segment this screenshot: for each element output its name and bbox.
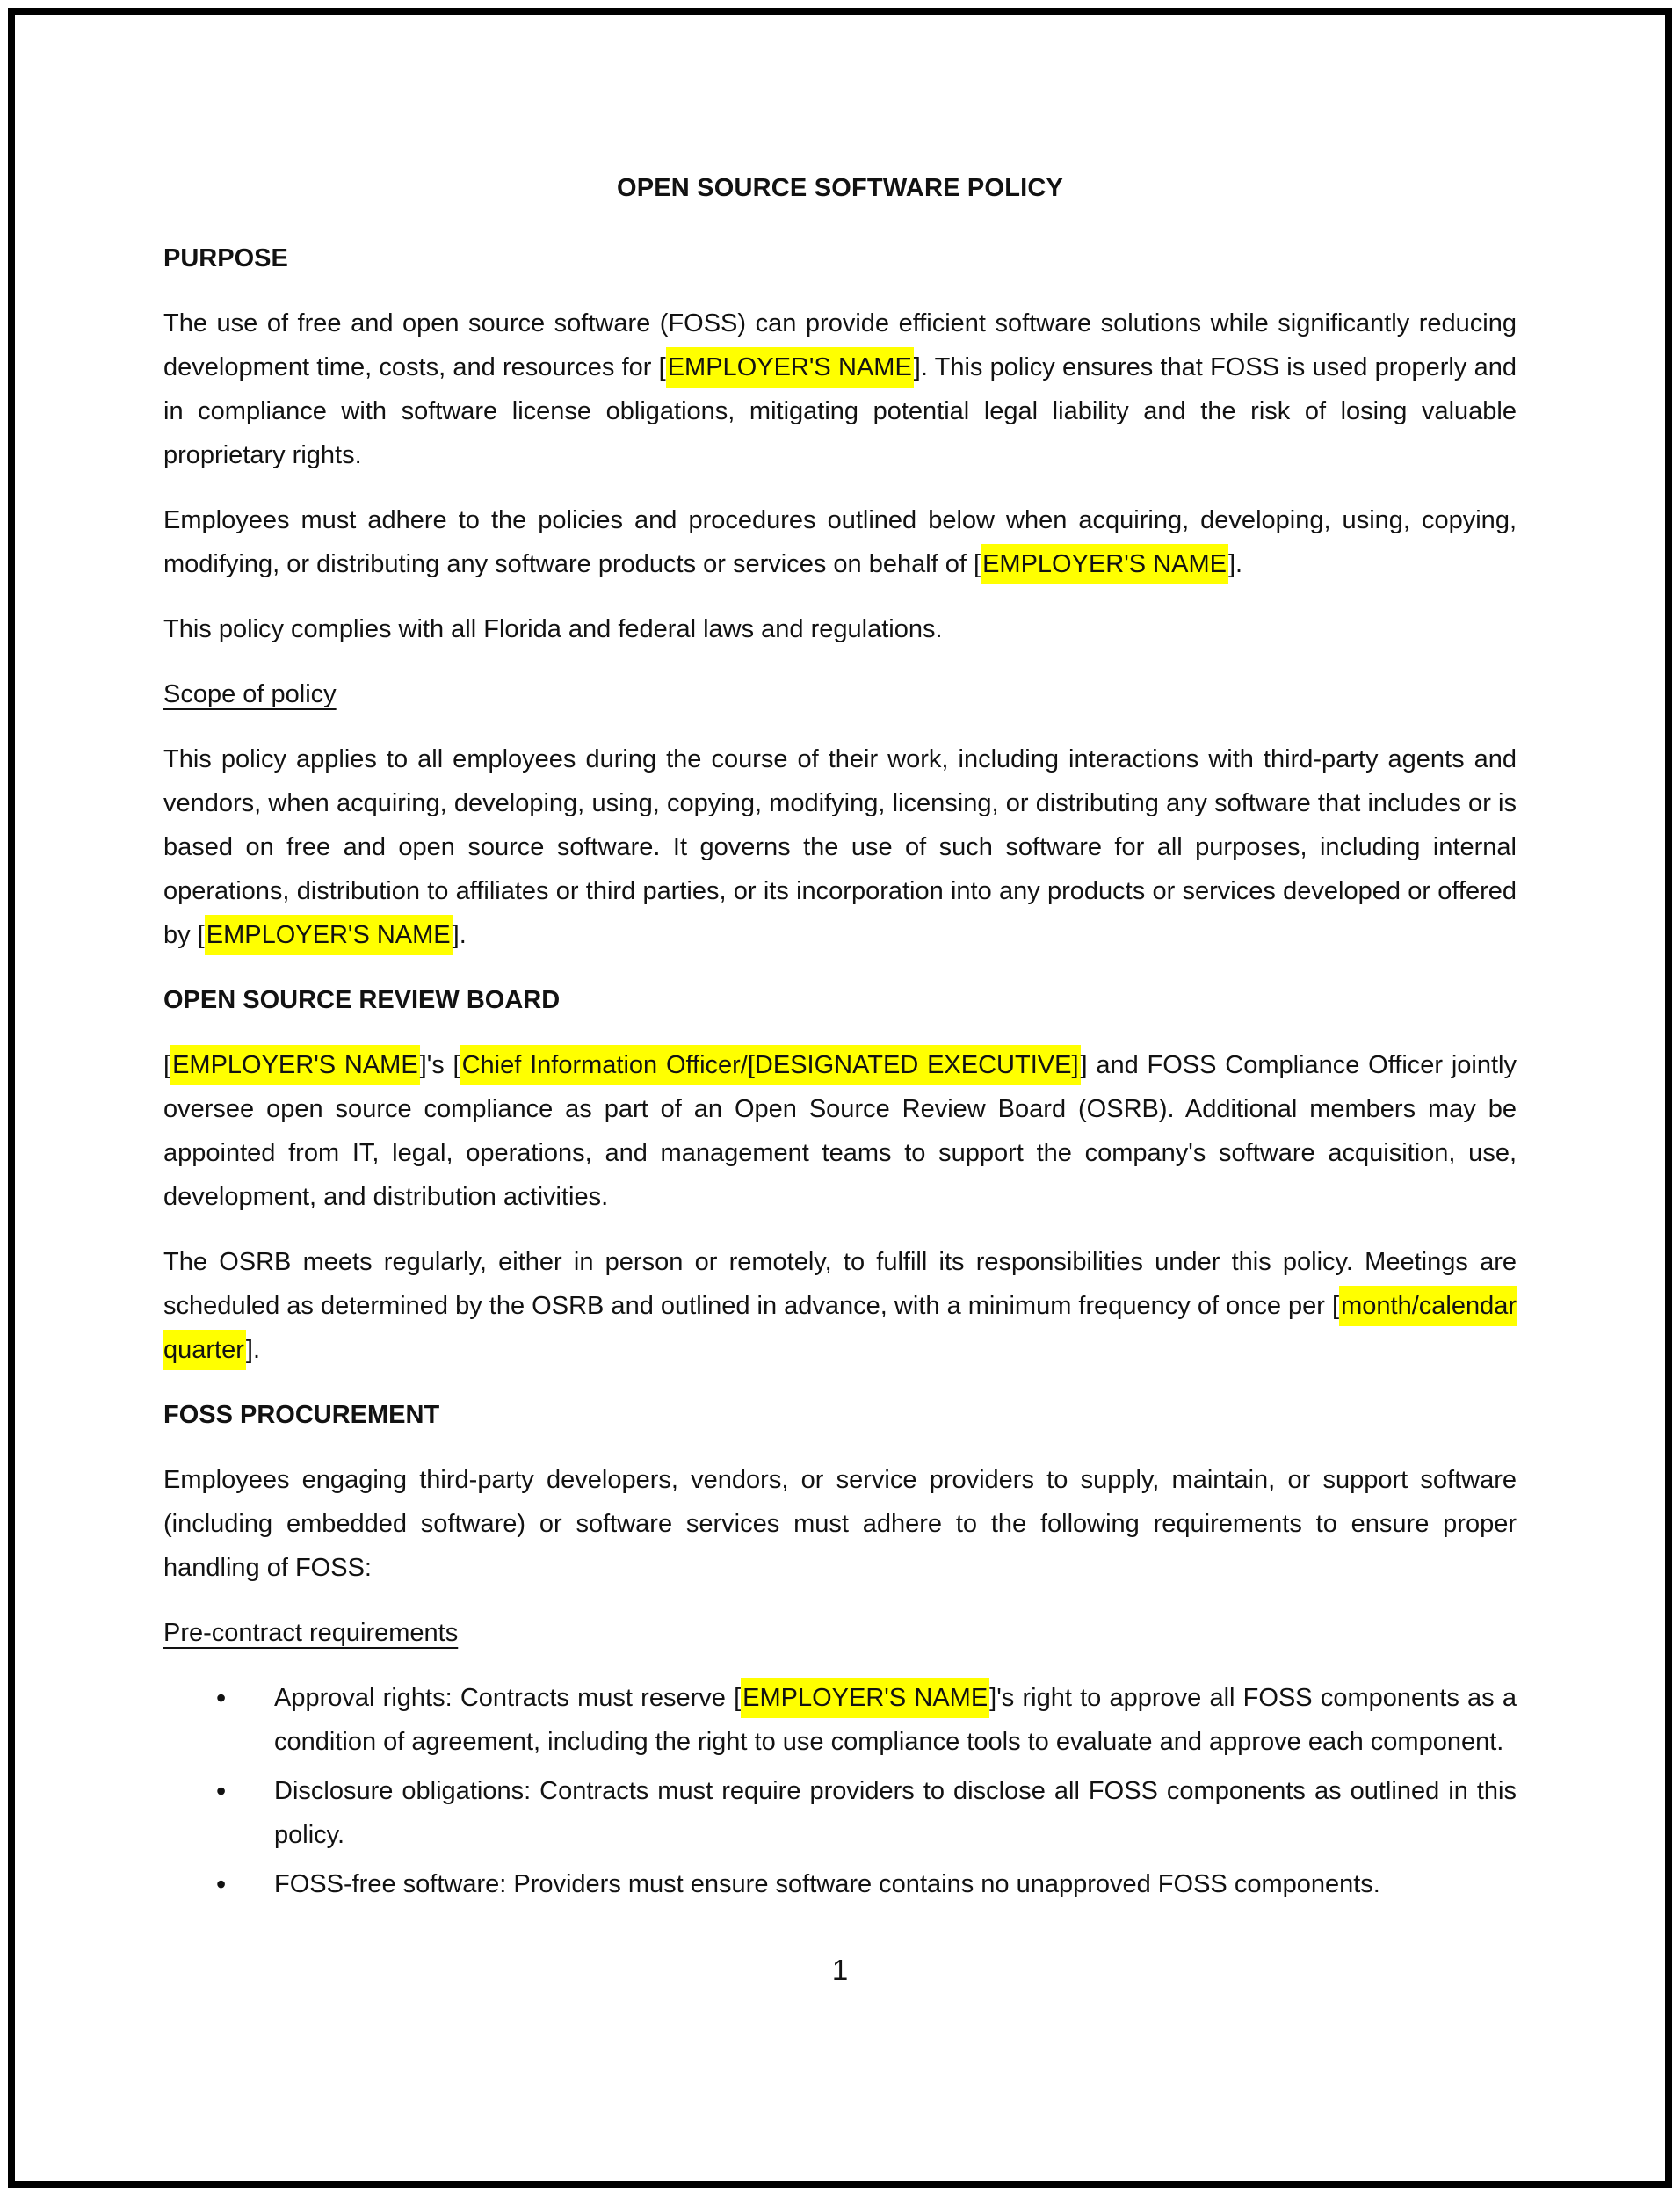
paragraph-osrb-members [163,1043,1517,1219]
text-segment: ]. [245,1336,261,1364]
text-segment: Disclosure obligations: Contracts must require providers to disclose all FOSS components as outlined in this policy. [274,1777,1517,1849]
text-segment: FOSS-free software: Providers must ensure software contains no unapproved FOSS components. [274,1870,1380,1898]
list-item-foss-free-software [163,1862,1517,1906]
highlighted-placeholder: Chief Information Officer/[DESIGNATED EXECUTIVE] [460,1045,1081,1085]
heading-open-source-review-board: OPEN SOURCE REVIEW BOARD [163,986,561,1014]
highlighted-placeholder: EMPLOYER'S NAME [205,915,453,955]
text-segment: ]'s [ [419,1051,460,1079]
highlighted-placeholder: EMPLOYER'S NAME [981,544,1228,584]
text-segment: The OSRB meets regularly, either in person or remotely, to fulfill its responsibilities under this policy. Meetings are scheduled as determined by the OSRB and outlined in advance, with a minimum frequency of once per [ [163,1248,1517,1320]
list-item-approval-rights [163,1676,1517,1764]
text-segment: Approval rights: Contracts must reserve [ [274,1684,742,1712]
text-segment: ] and FOSS Compliance Officer jointly oversee open source compliance as part of an Open Source Review Board (OSRB). Additional members may be appointed from IT, legal, operations, and management teams to support the company's software acquisition, use, development, and distribution activities. [163,1051,1517,1211]
list-item-disclosure-obligations [163,1769,1517,1857]
precontract-requirements-list [163,1676,1517,1906]
paragraph-purpose-2 [163,498,1517,586]
text-segment: ]. [1227,550,1243,578]
paragraph-osrb-meetings [163,1240,1517,1372]
text-segment: The use of free and open source software (FOSS) can provide efficient software solutions while significantly reducing development time, costs, and resources for [ [163,309,1517,381]
text-segment: This policy applies to all employees during the course of their work, including interactions with third-party agents and vendors, when acquiring, developing, using, copying, modifying, licensing, or distributing any software that includes or is based on free and open source software. It governs the use of such software for all purposes, including internal operations, distribution to affiliates or third parties, or its incorporation into any products or services developed or offered by [ [163,745,1517,949]
document-content [163,0,1517,1992]
heading-precontract-requirements: Pre-contract requirements [163,1619,459,1647]
text-segment: Employees must adhere to the policies and procedures outlined below when acquiring, developing, using, copying, modifying, or distributing any software products or services on behalf of [ [163,506,1517,578]
text-segment: ]. This policy ensures that FOSS is used properly and in compliance with software license obligations, mitigating potential legal liability and the risk of losing valuable proprietary rights. [163,353,1517,469]
paragraph-compliance [163,607,1517,651]
heading-foss-procurement: FOSS PROCUREMENT [163,1401,440,1429]
highlighted-placeholder: month/calendar quarter [163,1286,1517,1370]
page-number: 1 [831,1954,849,1986]
paragraph-purpose-1 [163,301,1517,477]
paragraph-scope [163,737,1517,957]
paragraph-procurement-intro [163,1458,1517,1590]
highlighted-placeholder: EMPLOYER'S NAME [741,1678,989,1718]
highlighted-placeholder: EMPLOYER'S NAME [666,347,914,388]
text-segment: ]. [452,921,467,949]
heading-purpose: PURPOSE [163,244,288,272]
highlighted-placeholder: EMPLOYER'S NAME [170,1045,420,1085]
text-segment: Employees engaging third-party developers, vendors, or service providers to supply, maintain, or support software (including embedded software) or software services must adhere to the following requirements to ensure proper handling of FOSS: [163,1466,1517,1582]
heading-scope-of-policy: Scope of policy [163,680,337,708]
text-segment: This policy complies with all Florida and federal laws and regulations. [163,615,943,643]
text-segment: ]'s right to approve all FOSS components as a condition of agreement, including the right to use compliance tools to evaluate and approve each component. [274,1684,1517,1756]
text-segment: [ [163,1051,171,1079]
document-title: OPEN SOURCE SOFTWARE POLICY [616,174,1064,202]
